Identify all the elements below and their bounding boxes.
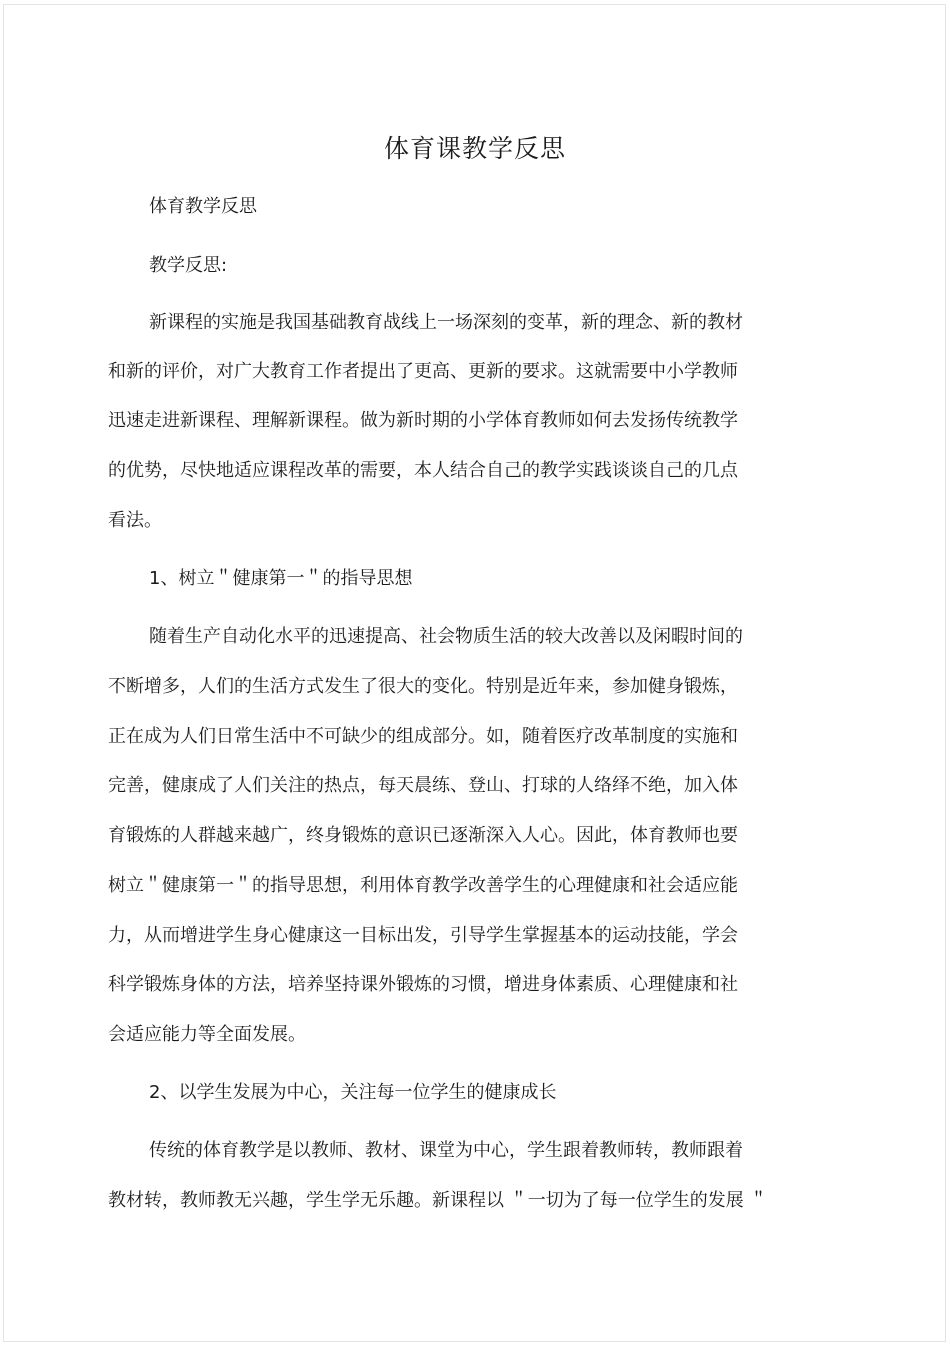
- paragraph-2-line: 正在成为人们日常生活中不可缺少的组成部分。如，随着医疗改革制度的实施和: [108, 726, 738, 747]
- paragraph-1-line: 迅速走进新课程、理解新课程。做为新时期的小学体育教师如何去发扬传统教学: [108, 410, 738, 431]
- paragraph-2-line: 不断增多，人们的生活方式发生了很大的变化。特别是近年来，参加健身锻炼，: [108, 676, 738, 697]
- heading-1: 1、树立＂健康第一＂的指导思想: [149, 568, 413, 589]
- paragraph-3-line: 传统的体育教学是以教师、教材、课堂为中心，学生跟着教师转，教师跟着: [149, 1140, 743, 1161]
- document-subtitle: 体育教学反思: [149, 196, 257, 217]
- paragraph-2-line: 树立＂健康第一＂的指导思想，利用体育教学改善学生的心理健康和社会适应能: [108, 875, 738, 896]
- paragraph-2-line: 育锻炼的人群越来越广，终身锻炼的意识已逐渐深入人心。因此，体育教师也要: [108, 825, 738, 846]
- paragraph-1-line: 看法。: [108, 510, 162, 531]
- heading-2: 2、以学生发展为中心，关注每一位学生的健康成长: [149, 1082, 557, 1103]
- paragraph-1-line: 的优势，尽快地适应课程改革的需要，本人结合自己的教学实践谈谈自己的几点: [108, 460, 738, 481]
- section-label: 教学反思:: [149, 255, 228, 276]
- paragraph-2-line: 会适应能力等全面发展。: [108, 1024, 306, 1045]
- paragraph-2-line: 力，从而增进学生身心健康这一目标出发，引导学生掌握基本的运动技能，学会: [108, 925, 738, 946]
- paragraph-2-line: 完善，健康成了人们关注的热点，每天晨练、登山、打球的人络绎不绝，加入体: [108, 775, 738, 796]
- paragraph-2-line: 科学锻炼身体的方法，培养坚持课外锻炼的习惯，增进身体素质、心理健康和社: [108, 974, 738, 995]
- paragraph-1-line: 新课程的实施是我国基础教育战线上一场深刻的变革，新的理念、新的教材: [149, 312, 743, 333]
- paragraph-1-line: 和新的评价，对广大教育工作者提出了更高、更新的要求。这就需要中小学教师: [108, 361, 738, 382]
- paragraph-3-line: 教材转，教师教无兴趣，学生学无乐趣。新课程以 ＂一切为了每一位学生的发展 ＂: [108, 1190, 768, 1211]
- paragraph-2-line: 随着生产自动化水平的迅速提高、社会物质生活的较大改善以及闲暇时间的: [149, 626, 743, 647]
- document-title: 体育课教学反思: [383, 134, 566, 163]
